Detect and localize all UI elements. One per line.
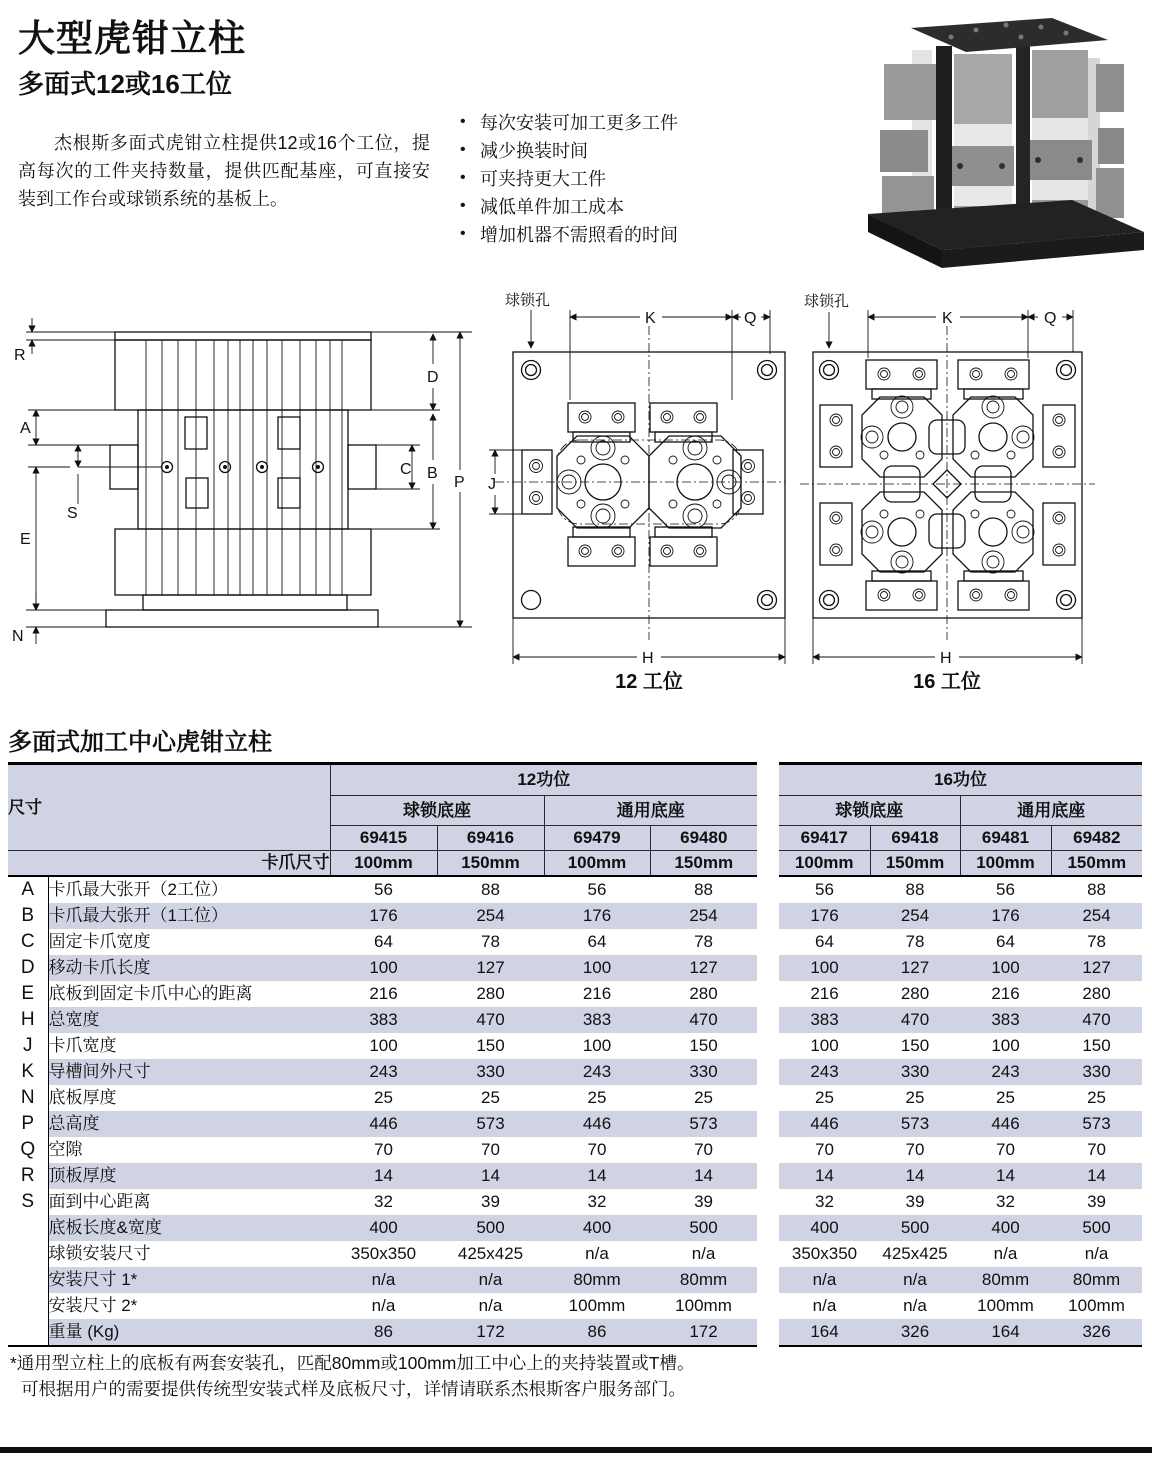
spec-value-12: 70 xyxy=(481,1140,500,1160)
spec-row xyxy=(8,1215,757,1241)
title-block xyxy=(18,8,246,101)
spec-value-16: 56 xyxy=(815,880,834,900)
spec-value-16: 64 xyxy=(815,932,834,952)
spec-value-12: 14 xyxy=(437,1163,544,1189)
table-title: 多面式加工中心虎钳立柱 xyxy=(8,729,272,756)
spec-value-12: 446 xyxy=(544,1111,650,1137)
spec-value-12: 88 xyxy=(694,880,713,900)
spec-row xyxy=(8,981,757,1007)
spec-row xyxy=(8,1033,757,1059)
spec-row xyxy=(779,876,1142,903)
spec-value-16: 32 xyxy=(815,1192,834,1212)
base-universal-header: 通用底座 xyxy=(960,796,1142,826)
dim-label-a: A xyxy=(20,420,31,437)
dim-label-r: R xyxy=(14,347,26,364)
header-row-parts xyxy=(779,826,1142,851)
spec-label: 总高度 xyxy=(48,1111,330,1137)
spec-row xyxy=(8,1007,757,1033)
spec-value-12: 573 xyxy=(437,1111,544,1137)
dim-letter xyxy=(8,1319,48,1346)
spec-value-16: 383 xyxy=(779,1007,870,1033)
spec-value-16: 70 xyxy=(1087,1140,1106,1160)
spec-value-12: 56 xyxy=(374,880,393,900)
dim-letter xyxy=(8,1215,48,1241)
spec-value-16: 39 xyxy=(1087,1192,1106,1212)
spec-value-12: 150 xyxy=(689,1036,718,1056)
spec-row xyxy=(779,1189,1142,1215)
spec-value-12: 330 xyxy=(650,1059,757,1085)
base-universal-header: 通用底座 xyxy=(544,796,757,826)
dim-label-n: N xyxy=(12,628,24,645)
spec-value-12: 383 xyxy=(544,1007,650,1033)
spec-row xyxy=(8,1085,757,1111)
spec-value-12: 80mm xyxy=(544,1267,650,1293)
part-number: 69479 xyxy=(544,826,650,851)
spec-value-12: 350x350 xyxy=(350,1244,417,1264)
spec-value-12: 25 xyxy=(374,1088,393,1108)
spec-value-12: 100mm xyxy=(675,1296,732,1316)
spec-row xyxy=(779,1059,1142,1085)
header-row-jaw-size xyxy=(8,851,757,877)
header-row-group xyxy=(779,764,1142,796)
spec-value-12: 254 xyxy=(650,903,757,929)
spec-value-12: 100 xyxy=(369,1036,398,1056)
spec-value-12: 400 xyxy=(330,1215,437,1241)
spec-value-12: 172 xyxy=(437,1319,544,1346)
spec-value-16: 176 xyxy=(960,903,1051,929)
spec-value-16: 280 xyxy=(900,984,930,1004)
footnote-line-1: *通用型立柱上的底板有两套安装孔，匹配80mm或100mm加工中心上的夹持装置或T槽。 xyxy=(10,1353,695,1373)
dim-letter: Q xyxy=(8,1137,48,1163)
spec-row xyxy=(779,1163,1142,1189)
spec-value-12: 150 xyxy=(476,1036,505,1056)
spec-value-12: n/a xyxy=(585,1244,609,1264)
page-subtitle: 多面式12或16工位 xyxy=(18,69,232,99)
spec-table-16 xyxy=(779,762,1142,1347)
spec-label: 球锁安装尺寸 xyxy=(48,1241,330,1267)
jaw-size: 100mm xyxy=(544,851,650,877)
spec-value-12: 400 xyxy=(544,1215,650,1241)
spec-value-16: 88 xyxy=(905,880,925,900)
spec-value-16: 573 xyxy=(1051,1111,1142,1137)
spec-value-12: 64 xyxy=(587,932,607,952)
top-view-16-drawing xyxy=(800,292,1152,692)
spec-row xyxy=(8,1111,757,1137)
spec-value-16: 80mm xyxy=(960,1267,1051,1293)
spec-row xyxy=(8,1267,757,1293)
dim-letter: C xyxy=(8,929,48,955)
spec-row xyxy=(779,1215,1142,1241)
spec-value-16: 254 xyxy=(870,903,960,929)
dim-label-c: C xyxy=(400,461,412,478)
spec-row xyxy=(8,1241,757,1267)
dim-letter: H xyxy=(8,1007,48,1033)
spec-value-16: n/a xyxy=(812,1296,837,1316)
spec-value-12: 86 xyxy=(544,1319,650,1346)
spec-value-12: 14 xyxy=(330,1163,437,1189)
spec-row xyxy=(779,1033,1142,1059)
spec-value-12: 330 xyxy=(437,1059,544,1085)
spec-value-12: n/a xyxy=(691,1244,716,1264)
spec-row xyxy=(779,929,1142,955)
spec-label: 底板长度&宽度 xyxy=(48,1215,330,1241)
spec-value-16: 500 xyxy=(870,1215,960,1241)
spec-value-12: 446 xyxy=(330,1111,437,1137)
dim-letter: D xyxy=(8,955,48,981)
part-number: 69415 xyxy=(330,826,437,851)
spec-label: 顶板厚度 xyxy=(48,1163,330,1189)
spec-row xyxy=(779,1319,1142,1346)
spec-value-16: 446 xyxy=(960,1111,1051,1137)
spec-label: 面到中心距离 xyxy=(48,1189,330,1215)
spec-value-16: 573 xyxy=(870,1111,960,1137)
spec-value-16: 216 xyxy=(991,984,1020,1004)
spec-row xyxy=(8,1319,757,1346)
spec-value-16: 330 xyxy=(870,1059,960,1085)
dim-letter xyxy=(8,1267,48,1293)
spec-row xyxy=(779,1267,1142,1293)
group-12-header: 12功位 xyxy=(330,764,757,796)
spec-value-16: 25 xyxy=(815,1088,834,1108)
spec-value-12: 64 xyxy=(374,932,393,952)
dim-letter: R xyxy=(8,1163,48,1189)
spec-value-12: 127 xyxy=(650,955,757,981)
spec-row xyxy=(8,955,757,981)
view-caption-16: 16 工位 xyxy=(913,671,981,692)
spec-value-12: 70 xyxy=(694,1140,713,1160)
spec-value-12: 280 xyxy=(689,984,718,1004)
spec-value-16: 400 xyxy=(779,1215,870,1241)
spec-row xyxy=(779,1293,1142,1319)
spec-value-12: 78 xyxy=(694,932,713,952)
spec-value-16: 470 xyxy=(870,1007,960,1033)
spec-value-12: 25 xyxy=(694,1088,713,1108)
spec-value-12: 216 xyxy=(369,984,398,1004)
part-number: 69416 xyxy=(437,826,544,851)
spec-value-16: 39 xyxy=(905,1192,925,1212)
dim-letter xyxy=(8,1241,48,1267)
feature-bullets xyxy=(458,114,678,254)
spec-value-16: 70 xyxy=(996,1140,1015,1160)
spec-row xyxy=(8,903,757,929)
jergens-logo: Jergens xyxy=(889,234,923,248)
spec-table-12 xyxy=(8,762,757,1347)
spec-value-16: n/a xyxy=(993,1244,1018,1264)
spec-value-12: 14 xyxy=(544,1163,650,1189)
jaw-size-label: 卡爪尺寸 xyxy=(8,851,330,877)
spec-label: 导槽间外尺寸 xyxy=(48,1059,330,1085)
spec-value-12: n/a xyxy=(437,1267,544,1293)
spec-row xyxy=(8,1189,757,1215)
dim-letter: E xyxy=(8,981,48,1007)
dim-label-q: Q xyxy=(744,310,757,327)
jaw-size: 100mm xyxy=(779,851,870,877)
view-caption-12: 12 工位 xyxy=(615,671,683,692)
spec-value-16: n/a xyxy=(903,1296,927,1316)
jaw-size: 100mm xyxy=(960,851,1051,877)
spec-row xyxy=(8,876,757,903)
spec-label: 卡爪最大张开（2工位） xyxy=(48,876,330,903)
spec-value-16: 25 xyxy=(996,1088,1015,1108)
page-bottom-rule xyxy=(0,1447,1152,1453)
ball-lock-hole-label: 球锁孔 xyxy=(505,292,551,309)
spec-value-16: 100 xyxy=(779,955,870,981)
spec-value-16: 14 xyxy=(779,1163,870,1189)
spec-value-16: 150 xyxy=(900,1036,930,1056)
spec-label: 总宽度 xyxy=(48,1007,330,1033)
spec-value-12: 254 xyxy=(437,903,544,929)
spec-value-12: 32 xyxy=(374,1192,393,1212)
spec-value-12: n/a xyxy=(371,1296,396,1316)
spec-row xyxy=(8,1059,757,1085)
spec-value-16: 330 xyxy=(1051,1059,1142,1085)
spec-value-16: n/a xyxy=(1084,1244,1109,1264)
page-title: 大型虎钳立柱 xyxy=(18,18,246,59)
spec-row xyxy=(779,1085,1142,1111)
spec-value-12: 14 xyxy=(650,1163,757,1189)
spec-value-16: 425x425 xyxy=(882,1244,948,1264)
spec-label: 安装尺寸 2* xyxy=(48,1293,330,1319)
spec-value-16: 400 xyxy=(960,1215,1051,1241)
bullet-item: • 每次安装可加工更多工件 xyxy=(458,114,678,132)
spec-value-12: 100 xyxy=(544,955,650,981)
bullet-item: • 减少换装时间 xyxy=(458,142,678,160)
spec-value-12: 25 xyxy=(481,1088,500,1108)
spec-value-12: 172 xyxy=(650,1319,757,1346)
spec-value-16: n/a xyxy=(870,1267,960,1293)
spec-value-16: 100 xyxy=(810,1036,839,1056)
spec-row xyxy=(8,1163,757,1189)
part-number: 69482 xyxy=(1051,826,1142,851)
header-row-jaw-size xyxy=(779,851,1142,877)
spec-value-16: 100 xyxy=(960,955,1051,981)
spec-value-16: 164 xyxy=(960,1319,1051,1346)
spec-label: 底板到固定卡爪中心的距离 xyxy=(48,981,330,1007)
spec-value-12: 70 xyxy=(587,1140,607,1160)
spec-value-12: 470 xyxy=(437,1007,544,1033)
spec-value-16: 56 xyxy=(996,880,1015,900)
dim-letter: B xyxy=(8,903,48,929)
spec-value-12: 127 xyxy=(437,955,544,981)
spec-value-16: 470 xyxy=(1051,1007,1142,1033)
spec-row xyxy=(779,955,1142,981)
jaw-size: 150mm xyxy=(870,851,960,877)
spec-value-12: 500 xyxy=(437,1215,544,1241)
dim-label-k: K xyxy=(942,310,953,327)
group-16-header: 16功位 xyxy=(779,764,1142,796)
spec-value-16: 25 xyxy=(905,1088,925,1108)
spec-value-16: 14 xyxy=(870,1163,960,1189)
spec-value-12: 383 xyxy=(330,1007,437,1033)
dim-letter: K xyxy=(8,1059,48,1085)
spec-value-12: 80mm xyxy=(650,1267,757,1293)
spec-value-16: 326 xyxy=(870,1319,960,1346)
dim-letter: P xyxy=(8,1111,48,1137)
front-view-drawing xyxy=(10,292,480,692)
spec-value-12: 86 xyxy=(330,1319,437,1346)
dim-label-s: S xyxy=(67,505,78,522)
spec-value-16: 70 xyxy=(905,1140,925,1160)
spec-value-12: 56 xyxy=(587,880,607,900)
spec-value-16: n/a xyxy=(779,1267,870,1293)
jaw-size: 100mm xyxy=(330,851,437,877)
dim-label-h: H xyxy=(940,650,952,667)
spec-value-16: 127 xyxy=(870,955,960,981)
spec-label: 重量 (Kg) xyxy=(48,1319,330,1346)
dim-letter: A xyxy=(8,876,48,903)
dim-label-j: J xyxy=(488,476,496,493)
spec-value-16: 100mm xyxy=(977,1296,1034,1316)
spec-value-16: 32 xyxy=(996,1192,1015,1212)
spec-value-16: 88 xyxy=(1087,880,1106,900)
spec-value-16: 254 xyxy=(1051,903,1142,929)
spec-row xyxy=(8,1137,757,1163)
spec-value-16: 350x350 xyxy=(791,1244,858,1264)
spec-value-12: 176 xyxy=(544,903,650,929)
base-ball-lock-header: 球锁底座 xyxy=(330,796,544,826)
header-row-group xyxy=(8,764,757,796)
spec-value-12: 70 xyxy=(374,1140,393,1160)
intro-paragraph: 杰根斯多面式虎钳立柱提供12或16个工位，提高每次的工件夹持数量，提供匹配基座，可直接安装到工作台或球锁系统的基板上。 xyxy=(18,133,430,209)
spec-value-16: 25 xyxy=(1087,1088,1106,1108)
spec-value-12: 176 xyxy=(330,903,437,929)
spec-value-12: 100 xyxy=(330,955,437,981)
dim-label-e: E xyxy=(20,531,31,548)
spec-value-16: 446 xyxy=(779,1111,870,1137)
spec-value-16: 326 xyxy=(1051,1319,1142,1346)
dim-label-d: D xyxy=(427,369,439,386)
dim-letter: N xyxy=(8,1085,48,1111)
ball-lock-hole-label: 球锁孔 xyxy=(804,293,850,310)
spec-value-16: 216 xyxy=(810,984,839,1004)
spec-value-12: 500 xyxy=(650,1215,757,1241)
spec-value-16: 500 xyxy=(1051,1215,1142,1241)
spec-value-16: 280 xyxy=(1082,984,1111,1004)
spec-value-12: 243 xyxy=(330,1059,437,1085)
top-view-12-drawing xyxy=(485,292,795,692)
spec-value-12: 243 xyxy=(544,1059,650,1085)
spec-value-12: 280 xyxy=(476,984,505,1004)
spec-value-12: 425x425 xyxy=(457,1244,524,1264)
footnote xyxy=(10,1350,870,1403)
dim-letter: J xyxy=(8,1033,48,1059)
product-photo xyxy=(856,6,1152,276)
spec-label: 底板厚度 xyxy=(48,1085,330,1111)
spec-value-16: 243 xyxy=(779,1059,870,1085)
spec-row xyxy=(779,1137,1142,1163)
spec-value-12: 470 xyxy=(650,1007,757,1033)
spec-value-12: 39 xyxy=(694,1192,713,1212)
spec-value-16: 70 xyxy=(815,1140,834,1160)
part-number: 69480 xyxy=(650,826,757,851)
dim-label-k: K xyxy=(645,310,656,327)
spec-value-12: 100mm xyxy=(568,1296,626,1316)
dim-label-h: H xyxy=(642,650,654,667)
spec-value-16: 150 xyxy=(1082,1036,1111,1056)
spec-row xyxy=(8,929,757,955)
spec-value-16: 80mm xyxy=(1051,1267,1142,1293)
spec-value-16: 100mm xyxy=(1068,1296,1125,1316)
spec-value-16: 100 xyxy=(991,1036,1020,1056)
base-ball-lock-header: 球锁底座 xyxy=(779,796,960,826)
spec-value-12: 25 xyxy=(587,1088,607,1108)
footnote-line-2: 可根据用户的需要提供传统型安装式样及底板尺寸，详情请联系杰根斯客户服务部门。 xyxy=(21,1379,686,1400)
spec-value-12: n/a xyxy=(478,1296,503,1316)
spec-label: 固定卡爪宽度 xyxy=(48,929,330,955)
spec-row xyxy=(779,981,1142,1007)
spec-value-12: 78 xyxy=(481,932,500,952)
spec-label: 卡爪宽度 xyxy=(48,1033,330,1059)
part-number: 69418 xyxy=(870,826,960,851)
spec-row xyxy=(779,1111,1142,1137)
bullet-item: • 增加机器不需照看的时间 xyxy=(458,226,678,244)
spec-value-16: 78 xyxy=(905,932,925,952)
spec-label: 移动卡爪长度 xyxy=(48,955,330,981)
spec-value-12: 100 xyxy=(582,1036,612,1056)
part-number: 69481 xyxy=(960,826,1051,851)
dim-label-b: B xyxy=(427,465,438,482)
spec-value-16: 14 xyxy=(960,1163,1051,1189)
part-number: 69417 xyxy=(779,826,870,851)
spec-label: 空隙 xyxy=(48,1137,330,1163)
spec-value-12: 573 xyxy=(650,1111,757,1137)
spec-value-12: 88 xyxy=(481,880,500,900)
spec-value-16: 64 xyxy=(996,932,1015,952)
spec-value-12: 216 xyxy=(582,984,612,1004)
spec-value-12: 39 xyxy=(481,1192,500,1212)
bullet-item: • 可夹持更大工件 xyxy=(458,170,678,188)
spec-row xyxy=(779,903,1142,929)
spec-value-12: n/a xyxy=(330,1267,437,1293)
spec-row xyxy=(779,1241,1142,1267)
spec-row xyxy=(779,1007,1142,1033)
spec-value-16: 243 xyxy=(960,1059,1051,1085)
dim-label-q: Q xyxy=(1044,310,1057,327)
jaw-size: 150mm xyxy=(1051,851,1142,877)
jaw-size: 150mm xyxy=(650,851,757,877)
spec-value-12: 32 xyxy=(587,1192,607,1212)
spec-label: 安装尺寸 1* xyxy=(48,1267,330,1293)
dim-label-p: P xyxy=(454,474,465,491)
spec-value-16: 14 xyxy=(1051,1163,1142,1189)
spec-value-16: 176 xyxy=(779,903,870,929)
bullet-item: • 减低单件加工成本 xyxy=(458,198,678,216)
size-header-cell: 尺寸 xyxy=(8,764,330,851)
dim-letter: S xyxy=(8,1189,48,1215)
spec-value-16: 383 xyxy=(960,1007,1051,1033)
spec-value-16: 78 xyxy=(1087,932,1106,952)
spec-value-16: 164 xyxy=(779,1319,870,1346)
jaw-size: 150mm xyxy=(437,851,544,877)
spec-value-16: 127 xyxy=(1051,955,1142,981)
spec-label: 卡爪最大张开（1工位） xyxy=(48,903,330,929)
spec-row xyxy=(8,1293,757,1319)
header-row-base xyxy=(779,796,1142,826)
dim-letter xyxy=(8,1293,48,1319)
